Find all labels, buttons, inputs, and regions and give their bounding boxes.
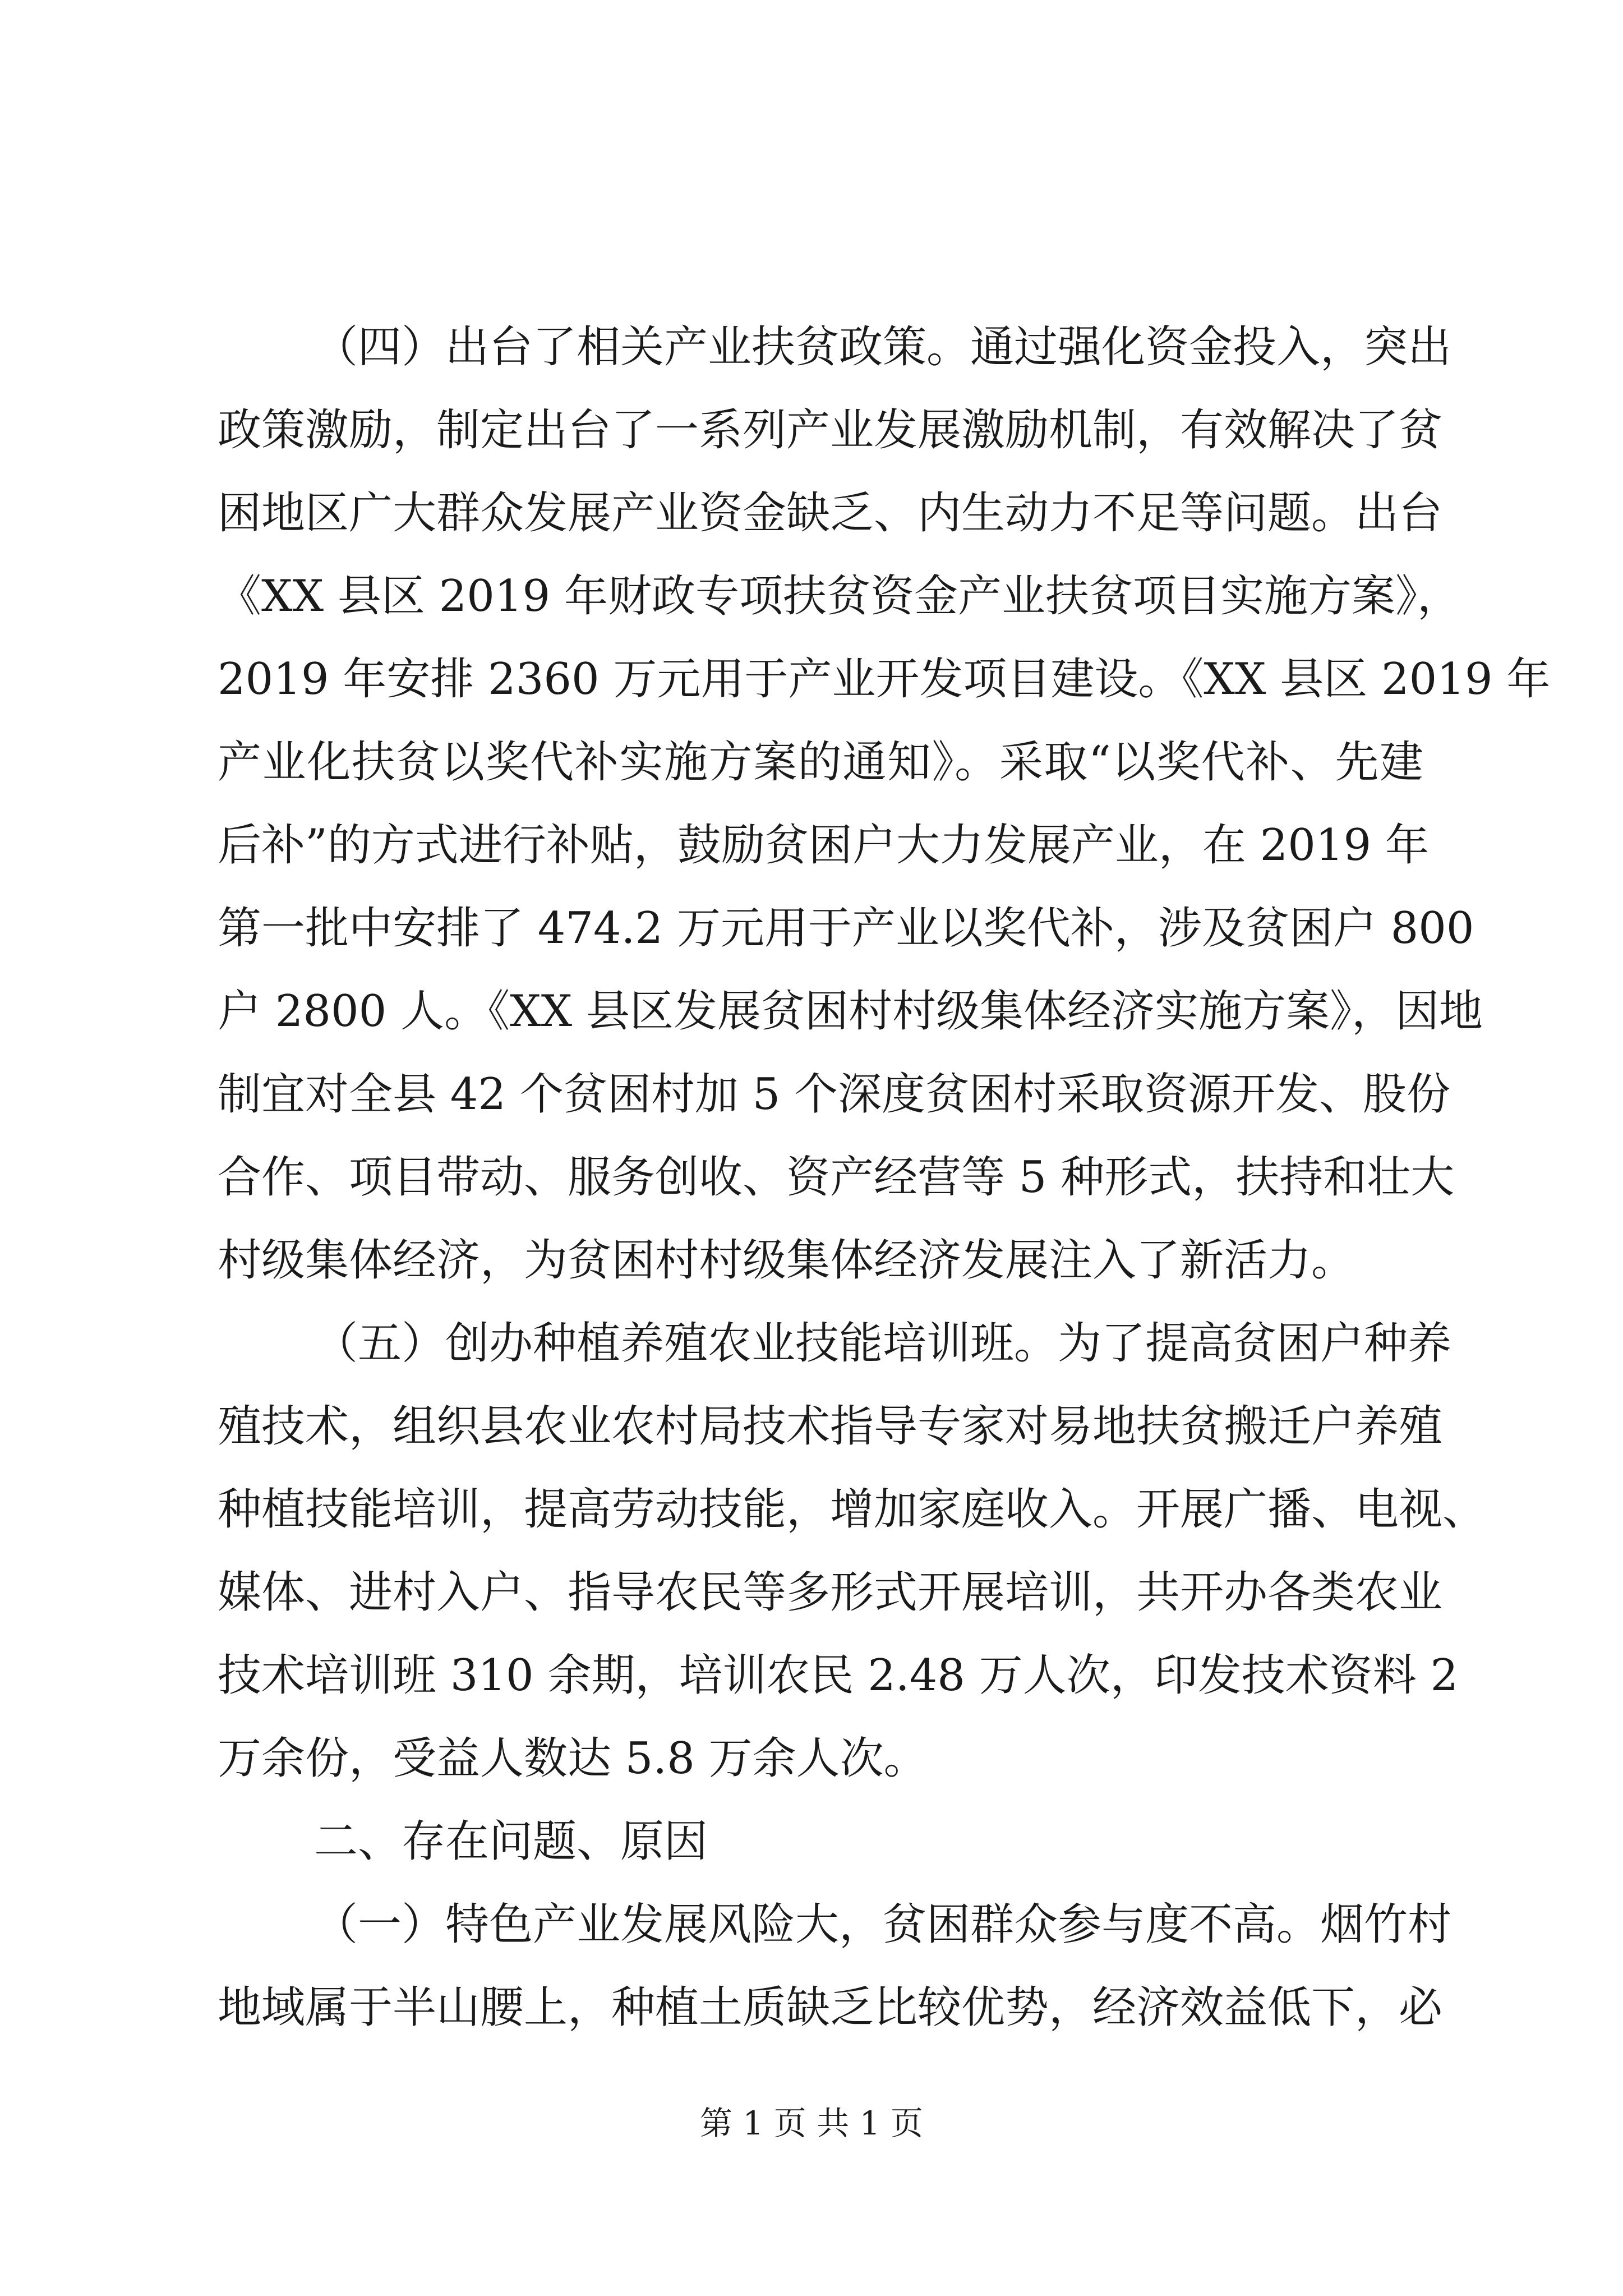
text-line: 《XX 县区 2019 年财政专项扶贫资金产业扶贫项目实施方案》， xyxy=(218,571,1461,622)
document-body xyxy=(218,306,1551,2049)
text-line: 媒体、进村入户、指导农民等多形式开展培训，共开办各类农业 xyxy=(218,1567,1443,1618)
text-line: 合作、项目带动、服务创收、资产经营等 5 种形式，扶持和壮大 xyxy=(218,1152,1455,1203)
text-line: 户 2800 人。《XX 县区发展贫困村村级集体经济实施方案》，因地 xyxy=(218,986,1483,1037)
text-line: 村级集体经济，为贫困村村级集体经济发展注入了新活力。 xyxy=(218,1235,1355,1286)
text-line: 地域属于半山腰上，种植土质缺乏比较优势，经济效益低下，必 xyxy=(218,1982,1443,2033)
text-line: （一）特色产业发展风险大，贫困群众参与度不高。烟竹村 xyxy=(314,1899,1452,1950)
text-line: 技术培训班 310 余期，培训农民 2.48 万人次，印发技术资料 2 xyxy=(218,1650,1459,1701)
text-line: （四）出台了相关产业扶贫政策。通过强化资金投入，突出 xyxy=(314,322,1452,372)
page-number: 第 1 页 共 1 页 xyxy=(700,2104,923,2142)
paragraph-industry-policy xyxy=(218,306,1551,1302)
text-line: 种植技能培训，提高劳动技能，增加家庭收入。开展广播、电视、 xyxy=(218,1484,1487,1535)
section-heading xyxy=(218,1800,1423,1883)
text-line: 政策激励，制定出台了一系列产业发展激励机制，有效解决了贫 xyxy=(218,405,1443,455)
text-line: 第一批中安排了 474.2 万元用于产业以奖代补，涉及贫困户 800 xyxy=(218,903,1474,954)
text-line: 困地区广大群众发展产业资金缺乏、内生动力不足等问题。出台 xyxy=(218,488,1443,539)
paragraph-training-classes xyxy=(218,1302,1487,1800)
page-footer xyxy=(0,2101,1623,2146)
text-line: （五）创办种植养殖农业技能培训班。为了提高贫困户种养 xyxy=(314,1318,1452,1369)
text-line: 后补”的方式进行补贴，鼓励贫困户大力发展产业，在 2019 年 xyxy=(218,820,1429,871)
section-heading-text: 二、存在问题、原因 xyxy=(314,1816,708,1867)
text-line: 殖技术，组织县农业农村局技术指导专家对易地扶贫搬迁户养殖 xyxy=(218,1401,1443,1452)
paragraph-industry-risk xyxy=(218,1883,1452,2049)
text-line: 万余份，受益人数达 5.8 万余人次。 xyxy=(218,1733,928,1784)
text-line: 2019 年安排 2360 万元用于产业开发项目建设。《XX 县区 2019 年 xyxy=(218,654,1551,705)
text-line: 制宜对全县 42 个贫困村加 5 个深度贫困村采取资源开发、股份 xyxy=(218,1069,1451,1120)
text-line: 产业化扶贫以奖代补实施方案的通知》。采取“以奖代补、先建 xyxy=(218,737,1423,788)
